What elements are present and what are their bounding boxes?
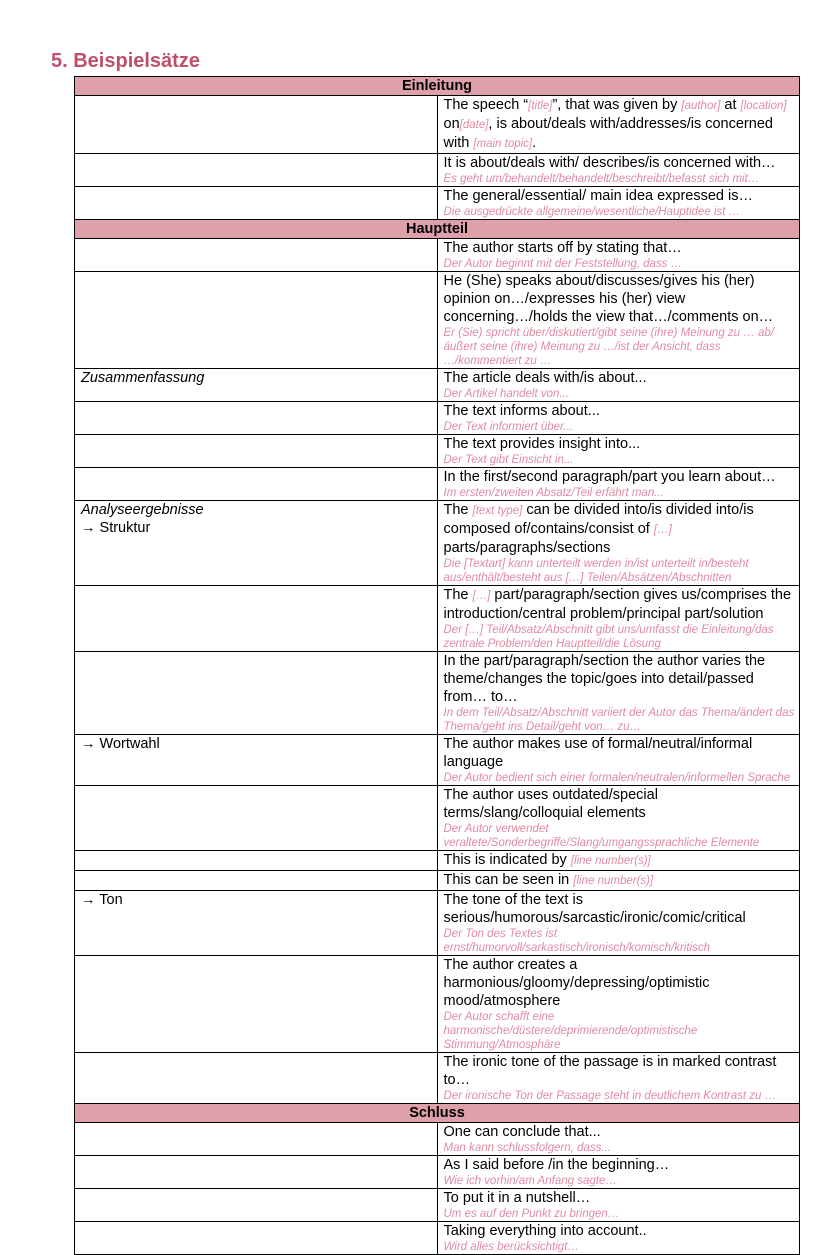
english-phrase: To put it in a nutshell… (443, 1190, 591, 1206)
row-sublabel-text: → Struktur (81, 520, 151, 536)
placeholder-text: [line number(s)] (573, 875, 654, 887)
english-phrase (444, 851, 796, 870)
english-phrase: The text provides insight into... (443, 436, 641, 452)
row-label (75, 956, 438, 1053)
placeholder-text: [title] (528, 100, 553, 112)
row-label (75, 272, 438, 369)
phrase-fragment: , is about/deals with/addresses/is concerned with (443, 116, 773, 151)
row-label (75, 735, 438, 786)
row-label (75, 1123, 438, 1156)
row-label (75, 96, 438, 154)
row-phrases (437, 369, 800, 402)
phrase-row (75, 786, 800, 851)
phrase-row (75, 1222, 800, 1255)
row-phrases (437, 1123, 800, 1156)
row-label (75, 1222, 438, 1255)
german-translation: Im ersten/zweiten Absatz/Teil erfährt man... (443, 487, 664, 499)
row-label (75, 851, 438, 871)
phrase-row (75, 1123, 800, 1156)
phrase-fragment: This is indicated by (443, 852, 571, 868)
english-phrase (444, 501, 796, 557)
phrase-row (75, 586, 800, 652)
german-translation: Wird alles berücksichtigt… (443, 1241, 579, 1253)
row-label (75, 1053, 438, 1104)
phrase-row (75, 956, 800, 1053)
row-label (75, 402, 438, 435)
row-phrases (437, 1053, 800, 1104)
german-translation: Wie ich vorhin/am Anfang sagte… (443, 1175, 617, 1187)
english-phrase: The author starts off by stating that… (443, 240, 682, 256)
german-translation: Der […] Teil/Absatz/Abschnitt gibt uns/umfasst die Einleitung/das zentrale Problem/den Hauptteil/die Lösung (443, 624, 774, 650)
phrase-row (75, 1189, 800, 1222)
german-translation: Der Autor bedient sich einer formalen/neutralen/informellen Sprache (443, 772, 791, 784)
english-phrase (444, 96, 796, 153)
placeholder-text: [text type] (472, 505, 523, 517)
row-phrases (437, 239, 800, 272)
phrase-row (75, 154, 800, 187)
row-label (75, 154, 438, 187)
placeholder-text: [main topic] (473, 138, 533, 150)
phrase-row (75, 435, 800, 468)
german-translation: Der Text gibt Einsicht in... (443, 454, 574, 466)
phrase-table (74, 76, 800, 1255)
english-phrase (444, 871, 796, 890)
phrase-row (75, 272, 800, 369)
row-phrases (437, 468, 800, 501)
row-phrases (437, 154, 800, 187)
row-phrases (437, 187, 800, 220)
row-phrases (437, 871, 800, 891)
row-label (75, 652, 438, 735)
row-label (75, 501, 438, 586)
phrase-fragment: . (532, 135, 537, 151)
phrase-row (75, 1156, 800, 1189)
english-phrase: Taking everything into account.. (443, 1223, 647, 1239)
row-phrases (437, 1156, 800, 1189)
row-label (75, 871, 438, 891)
german-translation: Um es auf den Punkt zu bringen… (443, 1208, 620, 1220)
german-translation: Der Artikel handelt von... (443, 388, 569, 400)
section-title: Hauptteil (75, 220, 800, 239)
row-phrases (437, 735, 800, 786)
phrase-row (75, 501, 800, 586)
phrase-fragment: ”, that was given by (552, 97, 682, 113)
english-phrase: The author creates a harmonious/gloomy/depressing/optimistic mood/atmosphere (443, 957, 710, 1009)
row-phrases (437, 786, 800, 851)
row-label (75, 468, 438, 501)
section-header-row (75, 77, 800, 96)
english-phrase: The article deals with/is about... (443, 370, 647, 386)
phrase-fragment: This can be seen in (443, 872, 574, 888)
placeholder-text: [line number(s)] (570, 855, 651, 867)
row-phrases (437, 272, 800, 369)
english-phrase: In the part/paragraph/section the author varies the theme/changes the topic/goes into detail/passed from… to… (443, 653, 766, 705)
english-phrase: He (She) speaks about/discusses/gives his (her) opinion on…/expresses his (her) view concerning…/holds the view that…/comments on… (443, 273, 774, 325)
phrase-row (75, 239, 800, 272)
phrase-row (75, 402, 800, 435)
row-phrases (437, 586, 800, 652)
row-label (75, 1156, 438, 1189)
phrase-row (75, 891, 800, 956)
german-translation: Der Autor schafft eine harmonische/düstere/deprimierende/optimistische Stimmung/Atmosphäre (443, 1011, 698, 1051)
section-header-row (75, 1104, 800, 1123)
phrase-row (75, 468, 800, 501)
phrase-fragment: on (443, 116, 460, 132)
placeholder-text: [author] (681, 100, 721, 112)
phrase-fragment: can be divided into/is divided into/is composed of/contains/consist of (443, 502, 754, 537)
german-translation: Der Text informiert über... (443, 421, 574, 433)
row-phrases (437, 891, 800, 956)
english-phrase: The general/essential/ main idea expressed is… (443, 188, 753, 204)
phrase-fragment: part/paragraph/section gives us/comprises the introduction/central problem/principal part/solution (443, 587, 792, 622)
german-translation: Es geht um/behandelt/behandelt/beschreibt/befasst sich mit… (443, 173, 760, 185)
row-label (75, 369, 438, 402)
english-phrase: The tone of the text is serious/humorous/sarcastic/ironic/comic/critical (443, 892, 746, 926)
phrase-row (75, 735, 800, 786)
german-translation: Die ausgedrückte allgemeine/wesentliche/Hauptidee ist … (443, 206, 741, 218)
row-label-text: → Wortwahl (81, 736, 160, 752)
placeholder-text: [location] (740, 100, 787, 112)
phrase-row (75, 187, 800, 220)
row-label (75, 891, 438, 956)
row-phrases (437, 96, 800, 154)
english-phrase: One can conclude that... (443, 1124, 601, 1140)
german-translation: Der Autor verwendet veraltete/Sonderbegriffe/Slang/umgangssprachliche Elemente (443, 823, 760, 849)
english-phrase: The author makes use of formal/neutral/informal language (443, 736, 753, 770)
english-phrase: As I said before /in the beginning… (443, 1157, 670, 1173)
german-translation: Man kann schlussfolgern, dass... (443, 1142, 611, 1154)
english-phrase (444, 586, 796, 623)
row-phrases (437, 851, 800, 871)
row-phrases (437, 501, 800, 586)
row-phrases (437, 652, 800, 735)
section-title: Schluss (75, 1104, 800, 1123)
placeholder-text: [date] (459, 119, 489, 131)
phrase-fragment: at (720, 97, 741, 113)
row-label (75, 239, 438, 272)
phrase-row (75, 871, 800, 891)
row-label-text: → Ton (81, 892, 123, 908)
section-title: Einleitung (75, 77, 800, 96)
english-phrase: In the first/second paragraph/part you learn about… (443, 469, 776, 485)
german-translation: Der Ton des Textes ist ernst/humorvoll/sarkastisch/ironisch/komisch/kritisch (443, 928, 710, 954)
row-phrases (437, 1222, 800, 1255)
placeholder-text: […] (653, 524, 672, 536)
phrase-fragment: The (443, 587, 473, 603)
english-phrase: The text informs about... (443, 403, 600, 419)
german-translation: In dem Teil/Absatz/Abschnitt variiert der Autor das Thema/ändert das Thema/geht ins Detail/geht von… zu… (443, 707, 795, 733)
phrase-row (75, 1053, 800, 1104)
phrase-row (75, 652, 800, 735)
english-phrase: It is about/deals with/ describes/is concerned with… (443, 155, 776, 171)
section-header-row (75, 220, 800, 239)
placeholder-text: […] (472, 590, 491, 602)
row-label (75, 586, 438, 652)
phrase-fragment: parts/paragraphs/sections (443, 540, 611, 556)
page-title: 5. Beispielsätze (51, 50, 200, 72)
english-phrase: The ironic tone of the passage is in marked contrast to… (443, 1054, 777, 1088)
phrase-row (75, 96, 800, 154)
phrase-fragment: The (443, 502, 473, 518)
german-translation: Der Autor beginnt mit der Feststellung, dass … (443, 258, 683, 270)
row-label (75, 435, 438, 468)
german-translation: Die [Textart] kann unterteilt werden in/ist unterteilt in/besteht aus/enthält/besteht aus […] Teilen/Absätzen/Abschnitten (443, 558, 749, 584)
row-phrases (437, 1189, 800, 1222)
phrase-fragment: The speech “ (443, 97, 529, 113)
english-phrase: The author uses outdated/special terms/slang/colloquial elements (443, 787, 658, 821)
row-label (75, 187, 438, 220)
phrase-row (75, 369, 800, 402)
row-phrases (437, 435, 800, 468)
row-phrases (437, 402, 800, 435)
german-translation: Er (Sie) spricht über/diskutiert/gibt seine (ihre) Meinung zu … ab/äußert seine (ihre) Meinung zu …/ist der Ansicht, dass …/kommentiert zu … (443, 327, 774, 367)
row-label (75, 786, 438, 851)
german-translation: Der ironische Ton der Passage steht in deutlichem Kontrast zu … (443, 1090, 777, 1102)
row-label (75, 1189, 438, 1222)
phrase-table-body (75, 77, 800, 1255)
phrase-row (75, 851, 800, 871)
row-label-text: Zusammenfassung (81, 370, 205, 386)
row-label-text: Analyseergebnisse (81, 502, 204, 518)
row-phrases (437, 956, 800, 1053)
